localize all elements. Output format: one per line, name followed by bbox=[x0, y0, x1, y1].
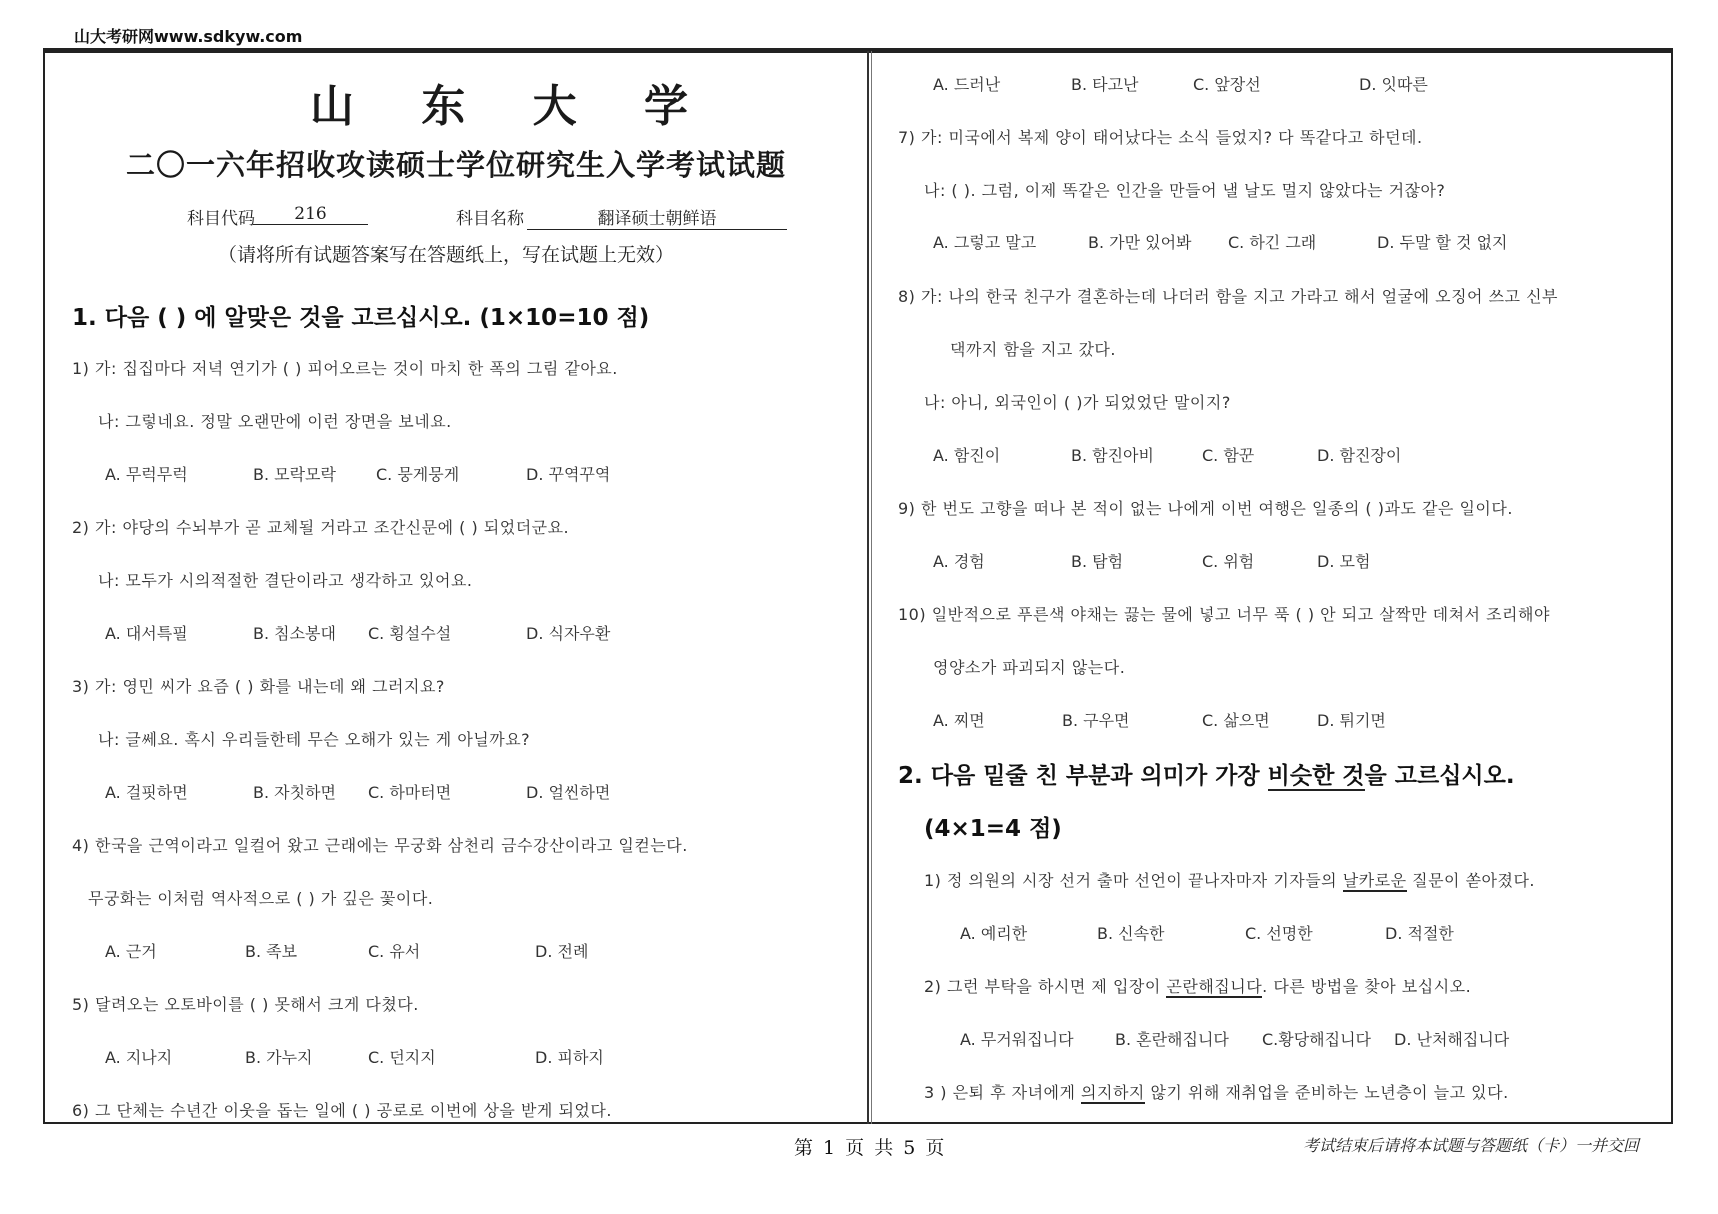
q2-option-d: D. 식자우환 bbox=[526, 624, 611, 643]
site-watermark: 山大考研网www.sdkyw.com bbox=[74, 27, 303, 46]
q1-line2: 나: 그렇네요. 정말 오랜만에 이런 장면을 보네요. bbox=[98, 412, 452, 431]
q7-line1: 7) 가: 미국에서 복제 양이 태어났다는 소식 들었지? 다 똑같다고 하던데. bbox=[898, 128, 1423, 147]
q6-option-a: A. 드러난 bbox=[933, 75, 1001, 94]
subject-name: 翻译硕士朝鲜语 bbox=[527, 204, 787, 230]
q2-option-c: C. 횡설수설 bbox=[368, 624, 452, 643]
q5-option-b: B. 가누지 bbox=[245, 1048, 313, 1067]
q8-option-a: A. 함진이 bbox=[933, 446, 1001, 465]
section2-heading-post: 을 고르십시오. bbox=[1364, 763, 1515, 789]
subject-code: 216 bbox=[253, 204, 368, 225]
q3-option-b: B. 자칫하면 bbox=[253, 783, 336, 802]
q9-option-c: C. 위험 bbox=[1202, 552, 1255, 571]
q6-option-b: B. 타고난 bbox=[1071, 75, 1139, 94]
q8-option-c: C. 함꾼 bbox=[1202, 446, 1255, 465]
q8-option-d: D. 함진장이 bbox=[1317, 446, 1402, 465]
q3-line1: 3) 가: 영민 씨가 요즘 ( ) 화를 내는데 왜 그러지요? bbox=[72, 677, 445, 696]
q7-option-b: B. 가만 있어봐 bbox=[1088, 233, 1192, 252]
q5-option-d: D. 피하지 bbox=[535, 1048, 604, 1067]
q1-option-a: A. 무럭무럭 bbox=[105, 465, 188, 484]
q2-line2: 나: 모두가 시의적절한 결단이라고 생각하고 있어요. bbox=[98, 571, 473, 590]
q8-line1: 8) 가: 나의 한국 친구가 결혼하는데 나더러 함을 지고 가라고 해서 얼굴에 오징어 쓰고 신부 bbox=[898, 287, 1558, 306]
section2-heading-pre: 2. 다음 밑줄 친 부분과 의미가 가장 bbox=[898, 763, 1268, 789]
section2-heading bbox=[898, 757, 1515, 790]
s2-q2-underlined: 곤란해집니다 bbox=[1166, 977, 1263, 996]
s2-q3-underlined: 의지하지 bbox=[1081, 1083, 1145, 1102]
q9-line1: 9) 한 번도 고향을 떠나 본 적이 없는 나에게 이번 여행은 일종의 ( )과도 같은 일이다. bbox=[898, 499, 1513, 518]
q9-option-d: D. 모험 bbox=[1317, 552, 1371, 571]
s2-q1-option-b: B. 신속한 bbox=[1097, 924, 1165, 943]
q5-option-a: A. 지나지 bbox=[105, 1048, 173, 1067]
q4-option-c: C. 유서 bbox=[368, 942, 421, 961]
s2-q1-line1 bbox=[924, 868, 1535, 891]
q1-option-c: C. 뭉게뭉게 bbox=[376, 465, 460, 484]
q10-option-b: B. 구우면 bbox=[1062, 711, 1130, 730]
q9-option-b: B. 탐험 bbox=[1071, 552, 1124, 571]
exam-notice: （请将所有试题答案写在答题纸上，写在试题上无效） bbox=[218, 244, 675, 266]
q3-line2: 나: 글쎄요. 혹시 우리들한테 무슨 오해가 있는 게 아닐까요? bbox=[98, 730, 531, 749]
q6-line1: 6) 그 단체는 수년간 이웃을 돕는 일에 ( ) 공로로 이번에 상을 받게 되었다. bbox=[72, 1101, 612, 1120]
q1-line1: 1) 가: 집집마다 저녁 연기가 ( ) 피어오르는 것이 마치 한 폭의 그림 같아요. bbox=[72, 359, 618, 378]
s2-q3-post: 않기 위해 재취업을 준비하는 노년층이 늘고 있다. bbox=[1144, 1083, 1509, 1102]
q4-option-a: A. 근거 bbox=[105, 942, 157, 961]
q10-line2: 영양소가 파괴되지 않는다. bbox=[933, 658, 1126, 677]
s2-q1-underlined: 날카로운 bbox=[1342, 871, 1407, 890]
page-number: 第 1 页 共 5 页 bbox=[794, 1137, 947, 1159]
s2-q2-line1 bbox=[924, 974, 1471, 997]
q10-line1: 10) 일반적으로 푸른색 야채는 끓는 물에 넣고 너무 푹 ( ) 안 되고 살짝만 데쳐서 조리해야 bbox=[898, 605, 1550, 624]
q8-line2: 댁까지 함을 지고 갔다. bbox=[950, 340, 1116, 359]
footer-note: 考试结束后请将本试题与答题纸（卡）一并交回 bbox=[1303, 1136, 1640, 1155]
section2-heading-underlined: 비슷한 것 bbox=[1267, 763, 1365, 789]
q6-option-d: D. 잇따른 bbox=[1359, 75, 1428, 94]
q5-line1: 5) 달려오는 오토바이를 ( ) 못해서 크게 다쳤다. bbox=[72, 995, 419, 1014]
q5-option-c: C. 던지지 bbox=[368, 1048, 436, 1067]
q3-option-d: D. 얼씬하면 bbox=[526, 783, 611, 802]
s2-q1-post: 질문이 쏟아졌다. bbox=[1406, 871, 1536, 890]
q1-option-d: D. 꾸역꾸역 bbox=[526, 465, 611, 484]
s2-q3-line1 bbox=[924, 1080, 1509, 1103]
q10-option-d: D. 튀기면 bbox=[1317, 711, 1386, 730]
q10-option-a: A. 찌면 bbox=[933, 711, 985, 730]
q4-option-b: B. 족보 bbox=[245, 942, 298, 961]
s2-q1-option-a: A. 예리한 bbox=[960, 924, 1028, 943]
s2-q1-option-d: D. 적절한 bbox=[1385, 924, 1454, 943]
q7-option-d: D. 두말 할 것 없지 bbox=[1377, 233, 1508, 252]
column-divider bbox=[867, 51, 869, 1124]
s2-q2-option-d: D. 난처해집니다 bbox=[1394, 1030, 1510, 1049]
s2-q2-pre: 2) 그런 부탁을 하시면 제 입장이 bbox=[924, 977, 1167, 996]
s2-q1-option-c: C. 선명한 bbox=[1245, 924, 1313, 943]
q4-line2: 무궁화는 이처럼 역사적으로 ( ) 가 깊은 꽃이다. bbox=[88, 889, 434, 908]
q2-line1: 2) 가: 야당의 수뇌부가 곧 교체될 거라고 조간신문에 ( ) 되었더군요. bbox=[72, 518, 570, 537]
q7-line2: 나: ( ). 그럼, 이제 똑같은 인간을 만들어 낼 날도 멀지 않았다는 거잖아? bbox=[924, 181, 1446, 200]
q1-option-b: B. 모락모락 bbox=[253, 465, 336, 484]
q7-option-c: C. 하긴 그래 bbox=[1228, 233, 1317, 252]
q2-option-a: A. 대서특필 bbox=[105, 624, 188, 643]
s2-q1-pre: 1) 정 의원의 시장 선거 출마 선언이 끝나자마자 기자들의 bbox=[924, 871, 1343, 890]
q4-option-d: D. 전례 bbox=[535, 942, 589, 961]
subject-name-label: 科目名称 bbox=[456, 209, 524, 229]
section1-heading: 1. 다음 ( ) 에 알맞은 것을 고르십시오. (1×10=10 점) bbox=[72, 305, 650, 331]
q3-option-c: C. 하마터면 bbox=[368, 783, 452, 802]
column-divider-inner bbox=[871, 51, 872, 1124]
q2-option-b: B. 침소봉대 bbox=[253, 624, 336, 643]
s2-q3-pre: 3 ) 은퇴 후 자녀에게 bbox=[924, 1083, 1082, 1102]
s2-q2-option-a: A. 무거워집니다 bbox=[960, 1030, 1074, 1049]
university-name: 山 东 大 学 bbox=[310, 81, 714, 132]
q10-option-c: C. 삶으면 bbox=[1202, 711, 1270, 730]
section2-score: (4×1=4 점) bbox=[924, 816, 1062, 842]
s2-q2-option-c: C.황당해집니다 bbox=[1262, 1030, 1371, 1049]
q8-line3: 나: 아니, 외국인이 ( )가 되었었단 말이지? bbox=[924, 393, 1231, 412]
q8-option-b: B. 함진아비 bbox=[1071, 446, 1154, 465]
q4-line1: 4) 한국을 근역이라고 일컬어 왔고 근래에는 무궁화 삼천리 금수강산이라고 일컫는다. bbox=[72, 836, 688, 855]
s2-q2-option-b: B. 혼란해집니다 bbox=[1115, 1030, 1229, 1049]
exam-title: 二〇一六年招收攻读硕士学位研究生入学考试试题 bbox=[126, 148, 787, 182]
s2-q2-post: . 다른 방법을 찾아 보십시오. bbox=[1262, 977, 1472, 996]
q6-option-c: C. 앞장선 bbox=[1193, 75, 1261, 94]
q3-option-a: A. 걸핏하면 bbox=[105, 783, 188, 802]
q7-option-a: A. 그렇고 말고 bbox=[933, 233, 1037, 252]
q9-option-a: A. 경험 bbox=[933, 552, 985, 571]
subject-code-label: 科目代码 bbox=[187, 209, 255, 229]
